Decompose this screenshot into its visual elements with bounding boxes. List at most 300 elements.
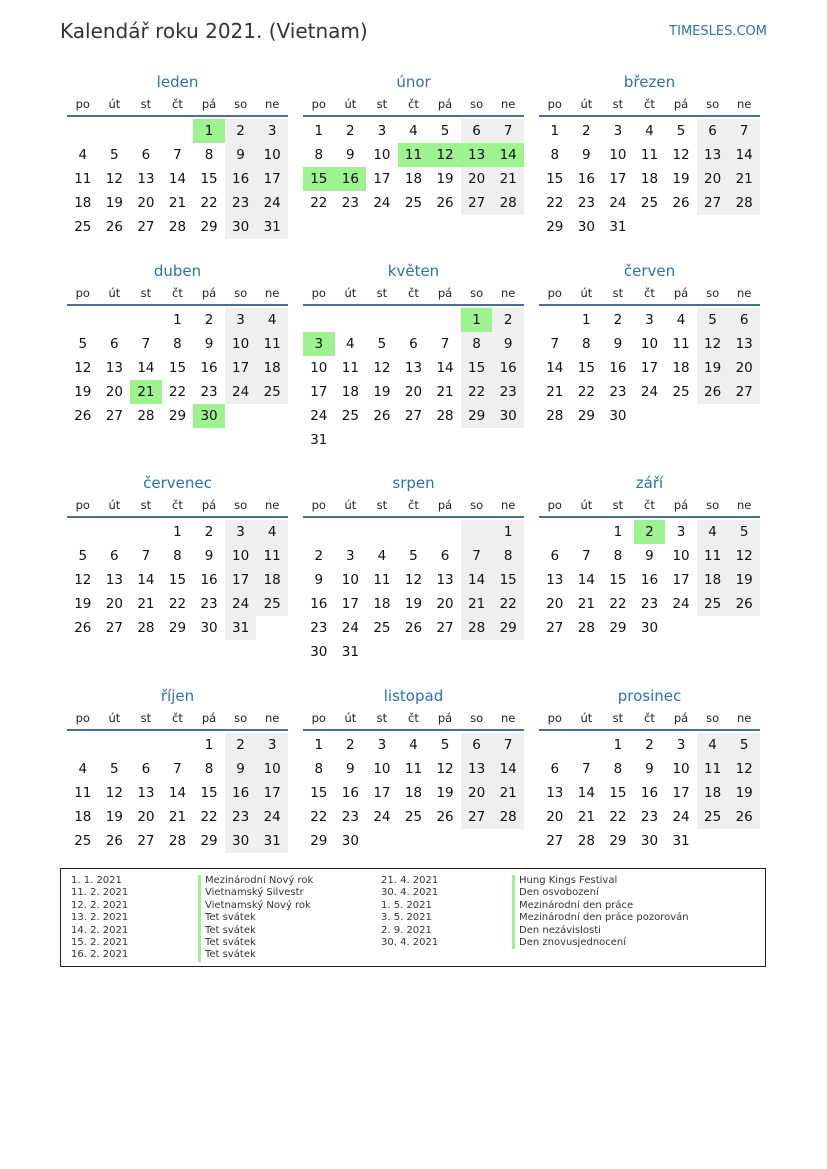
day-cell: 24 <box>672 596 690 612</box>
day-cell: 27 <box>546 620 564 636</box>
day-cell: 30 <box>193 404 225 428</box>
day-cell: 13 <box>461 143 493 167</box>
day-cell: 21 <box>168 809 187 825</box>
day-cell: 8 <box>613 761 623 777</box>
holiday-name: Mezinárodní Nový rok <box>198 875 313 887</box>
day-cell: 10 <box>373 761 391 777</box>
month-4 <box>303 260 524 452</box>
day-cell: 26 <box>74 408 92 424</box>
weekday-label: ne <box>736 286 752 300</box>
holiday-date: 11. 2. 2021 <box>71 887 129 899</box>
day-cell: 12 <box>697 332 729 356</box>
day-cell: 7 <box>141 336 151 352</box>
day-cell: 7 <box>173 147 182 163</box>
day-cell: 18 <box>256 356 288 380</box>
holiday-date: 13. 2. 2021 <box>71 912 129 924</box>
day-cell: 3 <box>346 548 355 564</box>
day-cell: 12 <box>74 572 92 588</box>
day-cell: 22 <box>461 380 493 404</box>
weekday-label: út <box>344 711 357 725</box>
weekday-label: ne <box>736 97 752 111</box>
day-cell: 23 <box>225 805 257 829</box>
day-cell: 2 <box>204 524 214 540</box>
day-cell: 10 <box>373 147 391 163</box>
day-cell: 27 <box>728 380 760 404</box>
day-cell: 21 <box>492 167 524 191</box>
day-cell: 16 <box>577 171 595 187</box>
empty-cell <box>162 733 194 757</box>
day-cell: 8 <box>492 544 524 568</box>
day-cell: 20 <box>546 596 564 612</box>
day-cell: 6 <box>550 761 560 777</box>
weekday-label: čt <box>172 97 183 111</box>
day-cell: 9 <box>645 548 654 564</box>
weekday-label: út <box>344 498 357 512</box>
day-cell: 30 <box>609 408 627 424</box>
day-cell: 25 <box>74 833 92 849</box>
day-cell: 27 <box>404 408 423 424</box>
weekday-header <box>539 707 760 731</box>
day-cell: 13 <box>546 785 564 801</box>
day-cell: 26 <box>373 408 391 424</box>
day-cell: 3 <box>613 123 623 139</box>
day-cell: 13 <box>137 171 155 187</box>
weekday-header <box>67 93 288 117</box>
day-cell: 30 <box>341 833 359 849</box>
day-cell: 18 <box>373 596 391 612</box>
day-cell: 5 <box>110 761 119 777</box>
day-grid <box>539 308 760 428</box>
month-name: prosinec <box>617 687 682 705</box>
day-cell: 14 <box>461 568 493 592</box>
day-cell: 13 <box>461 757 493 781</box>
day-cell: 25 <box>697 592 729 616</box>
month-name: listopad <box>383 687 444 705</box>
day-cell: 7 <box>728 119 760 143</box>
day-grid <box>67 119 288 239</box>
weekday-label: pá <box>201 498 217 512</box>
day-cell: 23 <box>200 384 218 400</box>
day-cell: 10 <box>640 336 659 352</box>
weekday-label: út <box>580 97 593 111</box>
weekday-label: po <box>311 286 326 300</box>
empty-cell <box>303 520 335 544</box>
day-cell: 11 <box>256 332 288 356</box>
day-cell: 12 <box>728 544 760 568</box>
day-cell: 28 <box>577 620 595 636</box>
weekday-label: so <box>470 286 484 300</box>
day-cell: 14 <box>168 785 187 801</box>
weekday-label: pá <box>437 97 453 111</box>
day-cell: 11 <box>373 572 391 588</box>
weekday-label: út <box>344 286 357 300</box>
weekday-label: pá <box>437 286 453 300</box>
day-cell: 16 <box>492 356 524 380</box>
day-cell: 10 <box>225 544 257 568</box>
empty-cell <box>335 520 367 544</box>
day-cell: 15 <box>200 171 218 187</box>
weekday-label: pá <box>437 711 453 725</box>
day-cell: 3 <box>225 520 257 544</box>
day-cell: 26 <box>728 805 760 829</box>
day-cell: 16 <box>640 572 659 588</box>
weekday-label: ne <box>500 97 516 111</box>
day-cell: 14 <box>137 572 155 588</box>
day-cell: 2 <box>645 737 654 753</box>
day-cell: 5 <box>377 336 387 352</box>
holiday-name: Hung Kings Festival <box>512 875 689 887</box>
day-cell: 1 <box>193 119 225 143</box>
day-cell: 27 <box>105 408 123 424</box>
day-cell: 1 <box>173 312 182 328</box>
day-cell: 8 <box>173 336 182 352</box>
day-cell: 4 <box>697 733 729 757</box>
weekday-header <box>67 282 288 306</box>
weekday-label: pá <box>673 97 689 111</box>
day-cell: 14 <box>546 360 564 376</box>
weekday-label: ne <box>736 711 752 725</box>
day-cell: 24 <box>609 195 627 211</box>
day-cell: 30 <box>640 833 659 849</box>
day-cell: 15 <box>461 356 493 380</box>
weekday-label: po <box>75 97 90 111</box>
weekday-label: st <box>376 97 388 111</box>
day-cell: 2 <box>346 123 355 139</box>
empty-cell <box>398 520 430 544</box>
day-cell: 3 <box>225 308 257 332</box>
day-cell: 7 <box>141 548 151 564</box>
day-grid <box>67 308 288 428</box>
weekday-label: út <box>580 711 593 725</box>
day-cell: 21 <box>546 384 564 400</box>
day-cell: 23 <box>225 191 257 215</box>
day-cell: 8 <box>173 548 182 564</box>
day-cell: 31 <box>672 833 690 849</box>
day-cell: 19 <box>74 596 92 612</box>
day-cell: 29 <box>492 616 524 640</box>
day-cell: 18 <box>404 171 423 187</box>
legend-dates-right <box>381 875 438 949</box>
day-cell: 17 <box>310 384 328 400</box>
day-cell: 26 <box>436 809 454 825</box>
day-cell: 12 <box>105 171 123 187</box>
day-cell: 7 <box>582 548 591 564</box>
day-cell: 31 <box>256 829 288 853</box>
day-cell: 15 <box>168 572 187 588</box>
day-cell: 23 <box>341 195 359 211</box>
day-cell: 1 <box>461 308 493 332</box>
day-cell: 13 <box>137 785 155 801</box>
day-cell: 7 <box>492 733 524 757</box>
day-cell: 26 <box>728 592 760 616</box>
day-cell: 10 <box>310 360 328 376</box>
day-cell: 25 <box>256 380 288 404</box>
day-cell: 19 <box>74 384 92 400</box>
day-cell: 3 <box>256 733 288 757</box>
weekday-label: so <box>234 498 248 512</box>
holiday-date: 16. 2. 2021 <box>71 949 129 961</box>
day-cell: 30 <box>225 215 257 239</box>
weekday-label: ne <box>736 498 752 512</box>
day-cell: 26 <box>105 219 123 235</box>
weekday-label: so <box>470 97 484 111</box>
holiday-date: 1. 5. 2021 <box>381 899 432 911</box>
day-cell: 27 <box>461 191 493 215</box>
weekday-label: so <box>706 286 720 300</box>
day-cell: 25 <box>341 408 359 424</box>
weekday-header <box>67 494 288 518</box>
holiday-date: 21. 4. 2021 <box>381 875 439 886</box>
weekday-label: po <box>547 711 562 725</box>
day-cell: 15 <box>200 785 218 801</box>
weekday-label: čt <box>644 711 655 725</box>
day-cell: 6 <box>461 119 493 143</box>
day-cell: 5 <box>110 147 119 163</box>
day-cell: 16 <box>225 167 257 191</box>
weekday-label: čt <box>644 286 655 300</box>
day-cell: 2 <box>225 733 257 757</box>
weekday-label: po <box>311 498 326 512</box>
empty-cell <box>571 733 603 757</box>
empty-cell <box>130 733 162 757</box>
weekday-label: so <box>234 711 248 725</box>
day-cell: 20 <box>546 809 564 825</box>
month-6 <box>67 472 288 640</box>
day-cell: 21 <box>577 809 595 825</box>
weekday-label: čt <box>644 97 655 111</box>
day-cell: 7 <box>582 761 591 777</box>
day-cell: 11 <box>697 757 729 781</box>
day-cell: 13 <box>404 360 423 376</box>
holiday-name: Den znovusjednocení <box>512 937 689 949</box>
month-name: květen <box>387 262 440 280</box>
day-cell: 12 <box>672 147 690 163</box>
day-cell: 18 <box>640 171 659 187</box>
day-cell: 29 <box>200 219 218 235</box>
day-cell: 24 <box>310 408 328 424</box>
day-cell: 30 <box>200 620 218 636</box>
day-cell: 19 <box>105 809 123 825</box>
day-cell: 11 <box>74 171 92 187</box>
day-cell: 16 <box>640 785 659 801</box>
day-cell: 2 <box>314 548 324 564</box>
day-cell: 16 <box>225 781 257 805</box>
day-cell: 28 <box>492 191 524 215</box>
weekday-label: pá <box>673 286 689 300</box>
empty-cell <box>429 520 461 544</box>
day-cell: 23 <box>640 596 659 612</box>
day-cell: 25 <box>640 195 659 211</box>
day-cell: 11 <box>640 147 659 163</box>
empty-cell <box>303 308 335 332</box>
day-cell: 12 <box>373 360 391 376</box>
day-cell: 20 <box>137 809 155 825</box>
day-cell: 16 <box>310 596 328 612</box>
weekday-label: so <box>234 97 248 111</box>
empty-cell <box>99 308 131 332</box>
day-cell: 3 <box>303 332 335 356</box>
day-cell: 17 <box>373 171 391 187</box>
day-cell: 22 <box>168 596 187 612</box>
day-cell: 21 <box>137 596 155 612</box>
day-cell: 12 <box>404 572 423 588</box>
month-name: červenec <box>143 474 212 492</box>
day-cell: 20 <box>404 384 423 400</box>
day-cell: 24 <box>373 195 391 211</box>
site-link[interactable]: TIMESLES.COM <box>669 24 767 39</box>
day-cell: 22 <box>546 195 564 211</box>
day-cell: 5 <box>78 336 88 352</box>
weekday-header <box>303 494 524 518</box>
day-cell: 2 <box>346 737 355 753</box>
empty-cell <box>67 119 99 143</box>
day-cell: 10 <box>609 147 627 163</box>
day-cell: 31 <box>225 616 257 640</box>
weekday-label: ne <box>264 498 280 512</box>
day-cell: 11 <box>404 761 423 777</box>
day-cell: 22 <box>609 596 627 612</box>
day-cell: 21 <box>577 596 595 612</box>
day-cell: 29 <box>168 408 187 424</box>
day-cell: 3 <box>377 737 387 753</box>
weekday-label: so <box>470 711 484 725</box>
day-cell: 24 <box>225 380 257 404</box>
month-8 <box>539 472 760 640</box>
day-cell: 18 <box>404 785 423 801</box>
day-cell: 16 <box>609 360 627 376</box>
day-cell: 6 <box>110 336 119 352</box>
empty-cell <box>99 733 131 757</box>
day-cell: 2 <box>492 308 524 332</box>
day-cell: 15 <box>609 785 627 801</box>
day-cell: 2 <box>582 123 591 139</box>
day-cell: 19 <box>373 384 391 400</box>
month-name: únor <box>396 73 431 91</box>
day-grid <box>539 119 760 239</box>
day-cell: 17 <box>225 356 257 380</box>
day-cell: 4 <box>78 147 88 163</box>
day-cell: 16 <box>200 360 218 376</box>
weekday-label: st <box>612 286 624 300</box>
day-cell: 21 <box>168 195 187 211</box>
holiday-name: Tet svátek <box>198 925 313 937</box>
day-cell: 1 <box>492 520 524 544</box>
day-cell: 23 <box>640 809 659 825</box>
day-cell: 14 <box>728 143 760 167</box>
day-cell: 22 <box>200 809 218 825</box>
day-cell: 13 <box>436 572 454 588</box>
day-cell: 6 <box>141 147 151 163</box>
day-cell: 21 <box>492 781 524 805</box>
day-cell: 28 <box>577 833 595 849</box>
day-cell: 8 <box>582 336 591 352</box>
day-cell: 13 <box>105 360 123 376</box>
day-cell: 1 <box>550 123 560 139</box>
day-cell: 6 <box>440 548 450 564</box>
day-grid <box>303 119 524 215</box>
day-cell: 9 <box>204 336 214 352</box>
holiday-name: Tet svátek <box>198 912 313 924</box>
weekday-header <box>539 494 760 518</box>
holiday-name: Den nezávislosti <box>512 925 689 937</box>
weekday-header <box>67 707 288 731</box>
empty-cell <box>67 520 99 544</box>
day-cell: 10 <box>256 143 288 167</box>
day-cell: 6 <box>697 119 729 143</box>
day-cell: 24 <box>373 809 391 825</box>
weekday-label: st <box>376 711 388 725</box>
day-cell: 5 <box>728 520 760 544</box>
day-cell: 29 <box>461 404 493 428</box>
weekday-header <box>303 282 524 306</box>
month-name: duben <box>153 262 202 280</box>
empty-cell <box>366 520 398 544</box>
day-cell: 14 <box>492 143 524 167</box>
weekday-label: pá <box>673 498 689 512</box>
day-cell: 20 <box>461 781 493 805</box>
holiday-name: Mezinárodní den práce pozorován <box>512 912 689 924</box>
day-cell: 26 <box>404 620 423 636</box>
day-cell: 22 <box>168 384 187 400</box>
day-cell: 26 <box>672 195 690 211</box>
holiday-name: Vietnamský Nový rok <box>198 900 313 912</box>
day-cell: 7 <box>173 761 182 777</box>
day-cell: 19 <box>728 781 760 805</box>
day-cell: 1 <box>173 524 182 540</box>
day-cell: 5 <box>697 308 729 332</box>
day-cell: 23 <box>200 596 218 612</box>
day-cell: 14 <box>577 572 595 588</box>
day-cell: 7 <box>461 544 493 568</box>
day-cell: 14 <box>492 757 524 781</box>
weekday-label: po <box>311 97 326 111</box>
day-cell: 22 <box>200 195 218 211</box>
month-2 <box>539 71 760 239</box>
month-name: srpen <box>392 474 435 492</box>
day-cell: 9 <box>645 761 654 777</box>
weekday-label: st <box>376 286 388 300</box>
day-cell: 22 <box>609 809 627 825</box>
day-cell: 28 <box>137 408 155 424</box>
weekday-label: ne <box>264 711 280 725</box>
empty-cell <box>539 308 571 332</box>
day-cell: 14 <box>436 360 454 376</box>
day-cell: 15 <box>546 171 564 187</box>
day-cell: 13 <box>697 143 729 167</box>
weekday-label: pá <box>201 97 217 111</box>
day-cell: 9 <box>314 572 324 588</box>
day-cell: 4 <box>346 336 355 352</box>
day-cell: 15 <box>609 572 627 588</box>
day-cell: 17 <box>225 568 257 592</box>
weekday-label: čt <box>408 286 419 300</box>
day-cell: 17 <box>672 785 690 801</box>
month-name: říjen <box>160 687 195 705</box>
day-cell: 20 <box>461 167 493 191</box>
day-cell: 11 <box>398 143 430 167</box>
weekday-label: út <box>580 498 593 512</box>
weekday-label: st <box>140 286 152 300</box>
day-cell: 5 <box>440 123 450 139</box>
weekday-label: po <box>547 498 562 512</box>
weekday-header <box>303 93 524 117</box>
day-cell: 5 <box>78 548 88 564</box>
month-1 <box>303 71 524 215</box>
weekday-label: pá <box>673 711 689 725</box>
weekday-header <box>303 707 524 731</box>
holiday-date: 12. 2. 2021 <box>71 899 129 911</box>
weekday-label: út <box>108 711 121 725</box>
